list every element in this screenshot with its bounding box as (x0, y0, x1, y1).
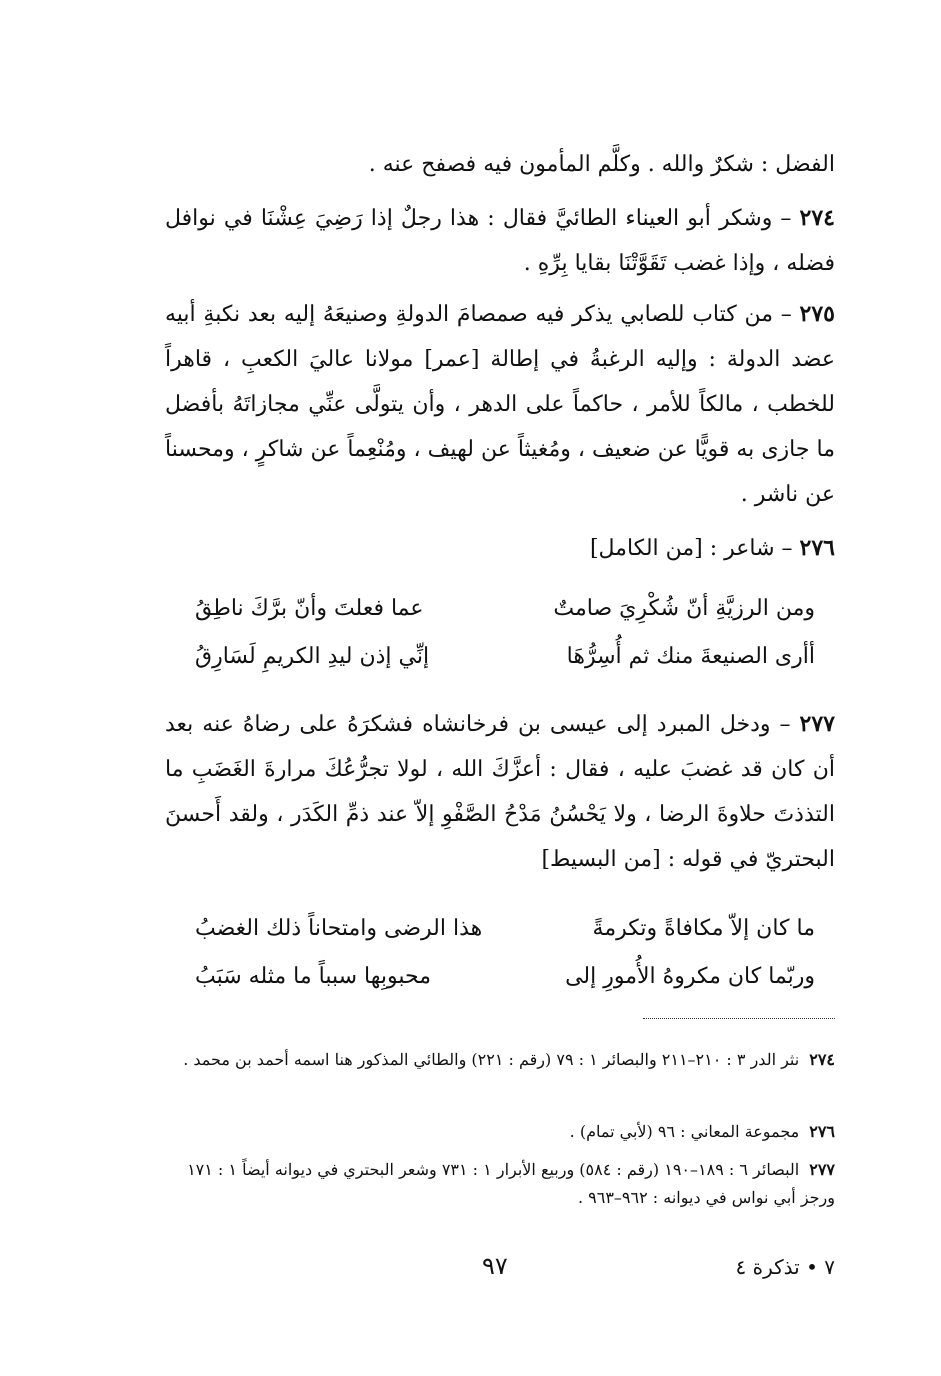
paragraph-continuation (165, 142, 835, 187)
paragraph-274 (165, 196, 835, 286)
verse-line (195, 904, 815, 952)
paragraph-text: الفضل : شكرٌ والله . وكلَّم المأمون فيه فصفح عنه . (368, 152, 835, 177)
first-hemistich: ومن الرزيَّةِ أنّ شُكْرِيَ صامتٌ (553, 595, 815, 621)
verse-line (195, 632, 815, 680)
page-number: ٩٧ (482, 1252, 508, 1280)
verse-line (195, 584, 815, 632)
footnote-274 (165, 1046, 835, 1074)
printer-signature: ٧ • تذكرة ٤ (735, 1255, 835, 1279)
footnote-text: البصائر ٦ : ١٨٩–١٩٠ (رقم : ٥٨٤) وربيع الأبرار ١ : ٧٣١ وشعر البحتري في ديوانه أيضاً ١ : ١٧١ ورجز أبي نواس في ديوانه : ٩٦٢–٩٦٣ . (187, 1160, 835, 1207)
paragraph-text: – وشكر أبو العيناء الطائيَّ فقال : هذا رجلٌ إذا رَضِيَ عِشْنَا في نوافل فضله ، وإذا غضب تَقَوَّتْنَا بقايا بِرِّهِ . (165, 206, 835, 276)
footnote-277 (165, 1156, 835, 1212)
entry-number: ٢٧٥ (799, 301, 835, 327)
paragraph-276 (165, 526, 835, 571)
first-hemistich: ما كان إلاّ مكافاةً وتكرمةً (592, 915, 815, 941)
first-hemistich: وربّما كان مكروهُ الأُمورِ إلى (565, 963, 815, 989)
paragraph-text: – شاعر : [من الكامل] (589, 536, 793, 561)
entry-number: ٢٧٧ (799, 711, 835, 737)
paragraph-text: – من كتاب للصابي يذكر فيه صمصامَ الدولةِ وصنيعَهُ إليه بعد نكبةِ أبيه عضد الدولة : وإليه الرغبةُ في إطالة [عمر] مولانا عاليَ الكعبِ ، قاهراً للخطب ، مالكاً للأمر ، حاكماً على الدهر ، وأن يتولَّى عنِّي مجازاتَهُ بأفضل ما جازى به قويًّا عن ضعيف ، ومُغيثاً عن لهيف ، ومُنْعِماً عن شاكرٍ ، ومحسناً عن ناشر . (165, 302, 835, 507)
second-hemistich: محبوبِها سبباً ما مثله سَبَبُ (195, 963, 432, 989)
entry-number: ٢٧٦ (799, 535, 835, 561)
footnote-number: ٢٧٧ (809, 1160, 835, 1179)
footnote-separator (643, 1018, 835, 1019)
poem-1 (195, 584, 815, 680)
second-hemistich: عما فعلتَ وأنّ برَّكَ ناطِقُ (195, 595, 424, 621)
paragraph-text: – ودخل المبرد إلى عيسى بن فرخانشاه فشكرَهُ على رضاهُ عنه بعد أن كان قد غضبَ عليه ، فقال : أعزَّكَ الله ، لولا تجرُّعُكَ مرارةَ الغَضَبِ ما التذذتَ حلاوةَ الرضا ، ولا يَحْسُنُ مَدْحُ الصَّفْوِ إلاّ عند ذمِّ الكَدَر ، ولقد أَحسنَ البحتريّ في قوله : [من البسيط] (165, 712, 835, 872)
footnote-text: نثر الدر ٣ : ٢١٠–٢١١ والبصائر ١ : ٧٩ (رقم : ٢٢١) والطائي المذكور هنا اسمه أحمد بن محمد . (183, 1050, 800, 1069)
entry-number: ٢٧٤ (799, 205, 835, 231)
paragraph-275 (165, 292, 835, 517)
second-hemistich: إنِّي إذن ليدِ الكريمِ لَسَارِقُ (195, 643, 430, 669)
footnote-text: مجموعة المعاني : ٩٦ (لأبي تمام) . (569, 1122, 800, 1141)
footnote-number: ٢٧٦ (809, 1122, 835, 1141)
verse-line (195, 952, 815, 1000)
first-hemistich: أأرى الصنيعةَ منك ثم أُسِرُّهَا (566, 643, 815, 669)
footnote-276 (165, 1118, 835, 1146)
poem-2 (195, 904, 815, 1000)
second-hemistich: هذا الرضى وامتحاناً ذلك الغضبُ (195, 915, 483, 941)
footnote-number: ٢٧٤ (809, 1050, 835, 1069)
paragraph-277 (165, 702, 835, 882)
